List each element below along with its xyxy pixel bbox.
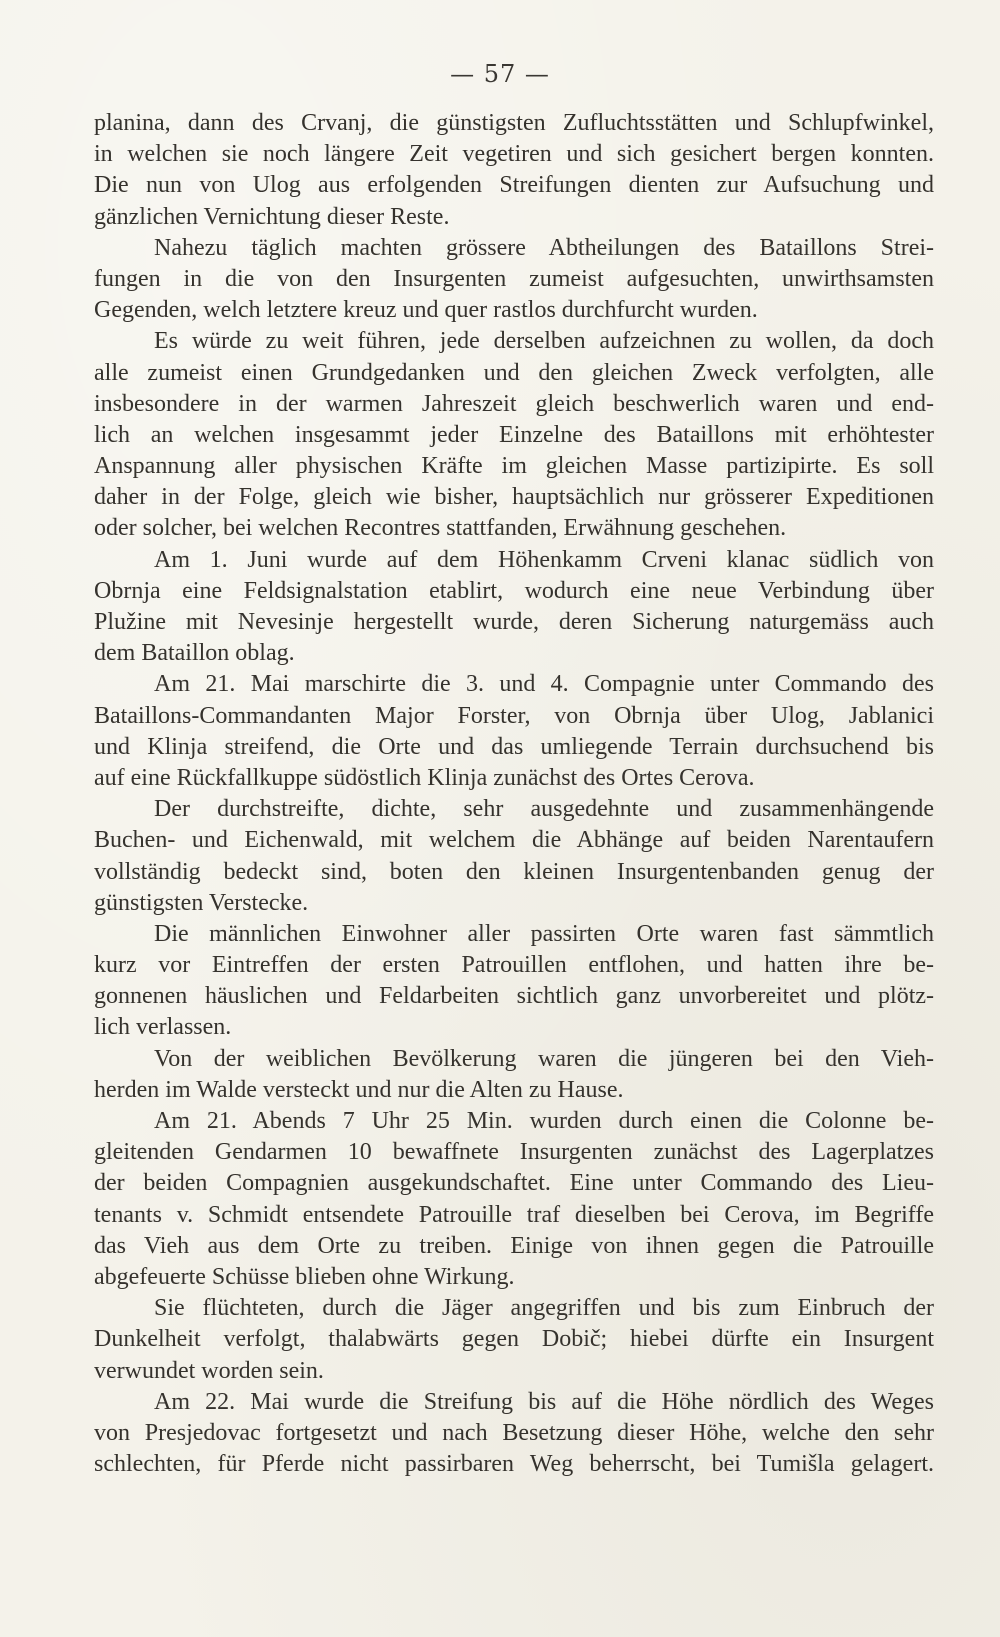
text-line: Dunkelheit verfolgt, thalabwärts gegen Dobič; hiebei dürfte ein Insurgent <box>94 1326 934 1353</box>
text-line: Anspannung aller physischen Kräfte im gleichen Masse partizipirte. Es soll <box>94 453 934 480</box>
text-line: kurz vor Eintreffen der ersten Patrouillen entflohen, und hatten ihre be- <box>94 952 934 979</box>
text-line: Plužine mit Nevesinje hergestellt wurde, deren Sicherung naturgemäss auch <box>94 609 934 635</box>
text-line: lich an welchen insgesammt jeder Einzelne des Bataillons mit erhöhtester <box>94 421 934 448</box>
text-line: günstigsten Verstecke. <box>94 889 309 916</box>
text-line: daher in der Folge, gleich wie bisher, hauptsächlich nur grösserer Expeditionen <box>94 484 934 511</box>
text-line: Am 1. Juni wurde auf dem Höhenkamm Crveni klanac südlich von <box>154 546 934 573</box>
text-line: Die nun von Ulog aus erfolgenden Streifungen dienten zur Aufsuchung und <box>94 172 934 199</box>
text-line: alle zumeist einen Grundgedanken und den gleichen Zweck verfolgten, alle <box>94 359 934 386</box>
text-line: Es würde zu weit führen, jede derselben aufzeichnen zu wollen, da doch <box>154 328 934 355</box>
text-line: schlechten, für Pferde nicht passirbaren Weg beherrscht, bei Tumišla gelagert. <box>94 1451 934 1478</box>
text-line: Obrnja eine Feldsignalstation etablirt, wodurch eine neue Verbindung über <box>94 577 934 604</box>
text-line: lich verlassen. <box>94 1014 232 1041</box>
body-text <box>94 108 934 1480</box>
text-line: Am 21. Mai marschirte die 3. und 4. Compagnie unter Commando des <box>154 671 934 698</box>
text-line: der beiden Compagnien ausgekundschaftet. Eine unter Commando des Lieu- <box>94 1170 934 1197</box>
text-line: gleitenden Gendarmen 10 bewaffnete Insurgenten zunächst des Lagerplatzes <box>94 1139 934 1166</box>
text-line: tenants v. Schmidt entsendete Patrouille traf dieselben bei Cerova, im Begriffe <box>94 1201 934 1228</box>
text-line: oder solcher, bei welchen Recontres stattfanden, Erwähnung geschehen. <box>94 515 787 542</box>
text-line: Bataillons-Commandanten Major Forster, von Obrnja über Ulog, Jablanici <box>94 702 934 729</box>
text-line: Nahezu täglich machten grössere Abtheilungen des Bataillons Strei- <box>154 234 934 261</box>
text-line: Die männlichen Einwohner aller passirten Orte waren fast sämmtlich <box>154 920 934 947</box>
text-line: planina, dann des Crvanj, die günstigsten Zufluchtsstätten und Schlupfwinkel, <box>94 110 934 136</box>
text-line: Von der weiblichen Bevölkerung waren die jüngeren bei den Vieh- <box>154 1045 934 1072</box>
text-line: Gegenden, welch letztere kreuz und quer rastlos durchfurcht wurden. <box>94 297 758 324</box>
text-line: auf eine Rückfallkuppe südöstlich Klinja zunächst des Ortes Cerova. <box>94 764 755 791</box>
text-line: gonnenen häuslichen und Feldarbeiten sichtlich ganz unvorbereitet und plötz- <box>94 983 934 1010</box>
text-line: abgefeuerte Schüsse blieben ohne Wirkung. <box>94 1263 515 1290</box>
text-line: Buchen- und Eichenwald, mit welchem die Abhänge auf beiden Narentaufern <box>94 827 934 854</box>
text-line: Am 22. Mai wurde die Streifung bis auf die Höhe nördlich des Weges <box>154 1388 934 1415</box>
text-line: Am 21. Abends 7 Uhr 25 Min. wurden durch einen die Colonne be- <box>154 1108 934 1134</box>
page-number: — 57 — <box>450 60 550 88</box>
text-line: dem Bataillon oblag. <box>94 640 295 667</box>
text-line: in welchen sie noch längere Zeit vegetiren und sich gesichert bergen konnten. <box>94 141 934 168</box>
text-line: herden im Walde versteckt und nur die Alten zu Hause. <box>94 1076 624 1103</box>
text-line: Der durchstreifte, dichte, sehr ausgedehnte und zusammenhängende <box>154 796 934 823</box>
text-line: verwundet worden sein. <box>94 1357 324 1384</box>
text-line: gänzlichen Vernichtung dieser Reste. <box>94 203 450 230</box>
text-line: fungen in die von den Insurgenten zumeist aufgesuchten, unwirthsamsten <box>94 265 934 292</box>
text-line: das Vieh aus dem Orte zu treiben. Einige von ihnen gegen die Patrouille <box>94 1232 934 1259</box>
text-line: insbesondere in der warmen Jahreszeit gleich beschwerlich waren und end- <box>94 390 934 417</box>
text-line: von Presjedovac fortgesetzt und nach Besetzung dieser Höhe, welche den sehr <box>94 1419 934 1446</box>
text-line: und Klinja streifend, die Orte und das umliegende Terrain durchsuchend bis <box>94 733 934 760</box>
text-line: Sie flüchteten, durch die Jäger angegriffen und bis zum Einbruch der <box>154 1295 934 1322</box>
text-line: vollständig bedeckt sind, boten den kleinen Insurgentenbanden genug der <box>94 858 934 885</box>
